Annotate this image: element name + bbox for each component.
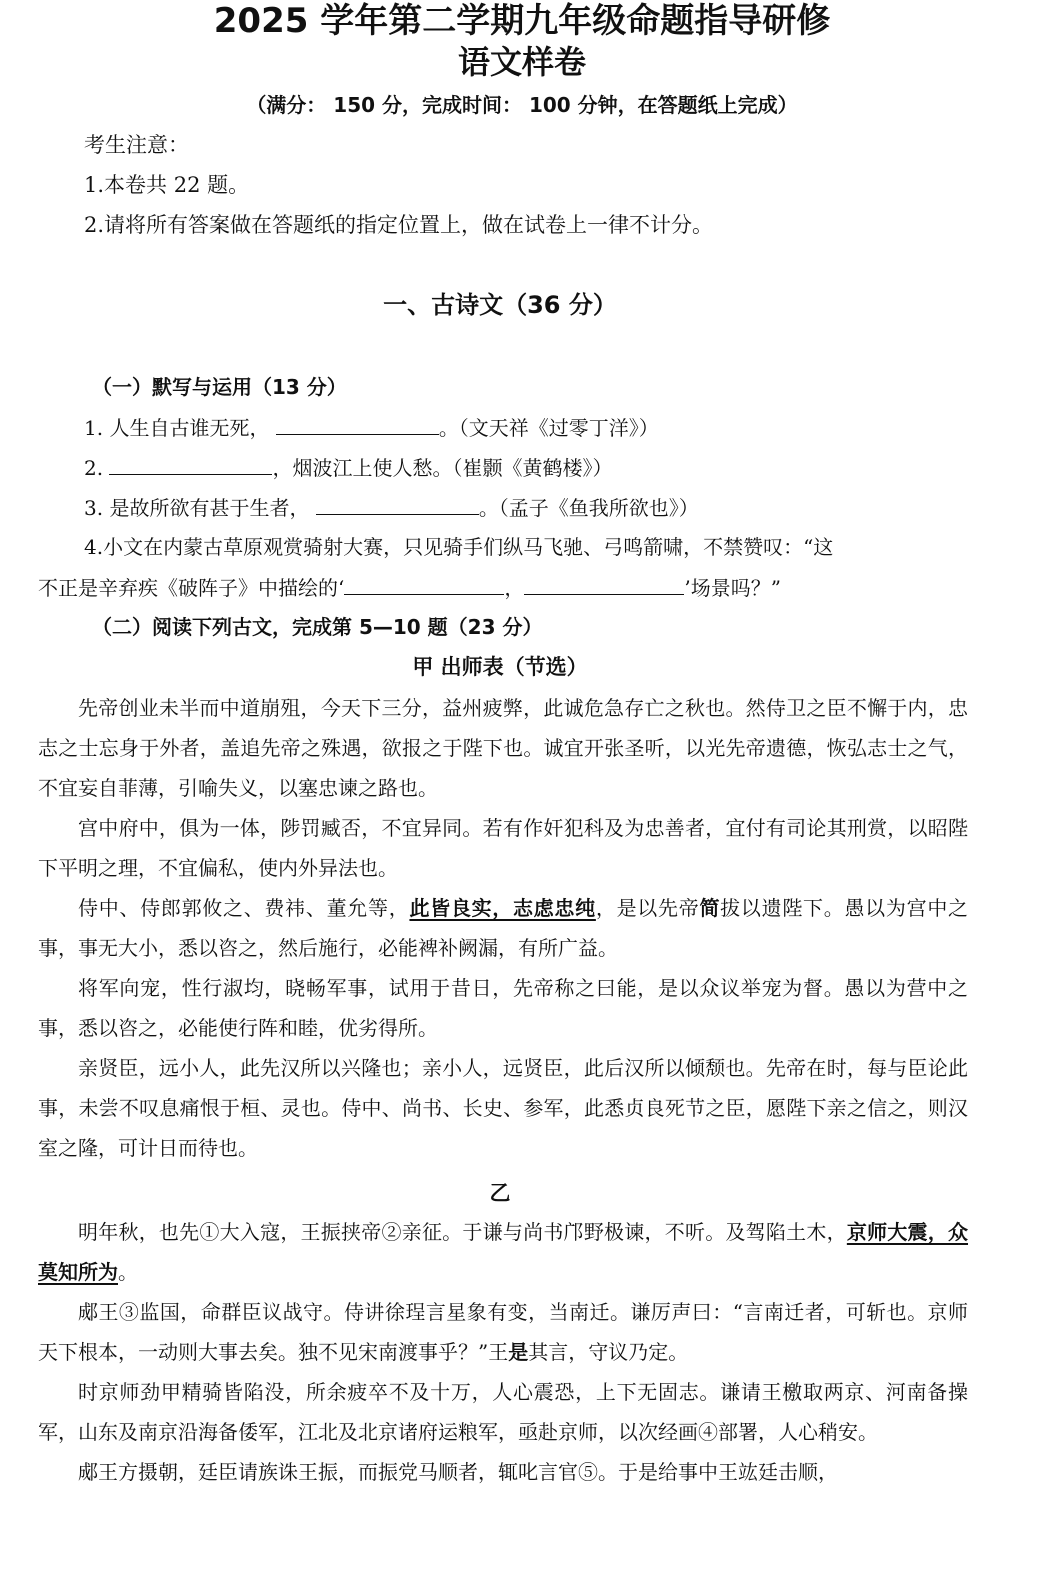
q2-answer-blank[interactable] <box>109 452 272 475</box>
q1-text-before: 人生自古谁无死， <box>109 416 270 440</box>
jia-p3-underlined-sentence: 此皆良实，志虑忠纯 <box>409 896 596 920</box>
jia-p3-text-a: 侍中、侍郎郭攸之、费祎、董允等， <box>78 896 410 920</box>
yi-p1-text-a: 明年秋，也先①大入寇，王振挟帝②亲征。于谦与尚书邝野极谏，不听。及驾陷土木， <box>78 1220 847 1244</box>
section-title: 一、古诗文（36 分） <box>383 291 617 319</box>
jia-paragraph-2: 宫中府中，俱为一体，陟罚臧否，不宜异同。若有作奸犯科及为忠善者，宜付有司论其刑赏，以昭陛下平明之理，不宜偏私，使内外异法也。 <box>38 816 968 880</box>
passage-jia-title: 甲 出师表（节选） <box>412 655 588 679</box>
q4-answer-blank-1[interactable] <box>344 572 504 595</box>
question-3 <box>84 492 699 523</box>
yi-paragraph-4: 郕王方摄朝，廷臣请族诛王振，而振党马顺者，辄叱言官⑤。于是给事中王竑廷击顺， <box>78 1460 838 1484</box>
q1-number: 1. <box>84 416 104 440</box>
q3-answer-blank[interactable] <box>316 492 479 515</box>
exam-title-line2: 语文样卷 <box>457 43 586 81</box>
jia-paragraph-5: 亲贤臣，远小人，此先汉所以兴隆也；亲小人，远贤臣，此后汉所以倾颓也。先帝在时，每与臣论此事，未尝不叹息痛恨于桓、灵也。侍中、尚书、长史、参军，此悉贞良死节之臣，愿陛下亲之信之，则汉室之隆，可计日而待也。 <box>38 1056 968 1160</box>
jia-p3-bold-word: 简 <box>699 896 721 920</box>
passage-jia <box>38 688 968 1168</box>
notice-heading: 考生注意： <box>84 133 189 157</box>
passage-yi-title: 乙 <box>489 1181 511 1205</box>
yi-paragraph-2 <box>38 1292 968 1372</box>
notice-item-2: 2.请将所有答案做在答题纸的指定位置上，做在试卷上一律不计分。 <box>84 213 714 237</box>
q2-text-after: ，烟波江上使人愁。（崔颢《黄鹤楼》） <box>272 456 613 480</box>
jia-paragraph-4: 将军向宠，性行淑均，晓畅军事，试用于昔日，先帝称之曰能，是以众议举宠为督。愚以为营中之事，悉以咨之，必能使行阵和睦，优劣得所。 <box>38 976 968 1040</box>
q2-number: 2. <box>84 456 104 480</box>
question-1 <box>84 412 659 443</box>
q1-answer-blank[interactable] <box>276 412 439 435</box>
q1-text-after: 。（文天祥《过零丁洋》） <box>438 416 659 440</box>
part1-title: （一）默写与运用（13 分） <box>92 375 347 399</box>
q3-text-after: 。（孟子《鱼我所欲也》） <box>478 496 699 520</box>
jia-p3-text-e: 拔以遗陛下。愚以为宫中之事，事无大小，悉以咨之，然后施行，必能裨补阙漏，有所广益。 <box>38 896 969 960</box>
question-2 <box>84 452 612 483</box>
jia-paragraph-1: 先帝创业未半而中道崩殂，今天下三分，益州疲弊，此诚危急存亡之秋也。然侍卫之臣不懈于内，忠志之士忘身于外者，盖追先帝之殊遇，欲报之于陛下也。诚宜开张圣听，以光先帝遗德，恢弘志士之气，不宜妄自菲薄，引喻失义，以塞忠谏之路也。 <box>38 696 968 800</box>
yi-p2-bold-word: 是 <box>508 1340 529 1364</box>
yi-p2-text-a: 郕王③监国，命群臣议战守。侍讲徐珵言星象有变，当南迁。谦厉声曰：“言南迁者，可斩也。京师天下根本，一动则大事去矣。独不见宋南渡事乎？”王 <box>38 1300 968 1364</box>
q3-number: 3. <box>84 496 104 520</box>
q4-text-mid: ， <box>504 576 525 600</box>
yi-paragraph-3: 时京师劲甲精骑皆陷没，所余疲卒不及十万，人心震恐，上下无固志。谦请王檄取两京、河南备操军，山东及南京沿海备倭军，江北及北京诸府运粮军，亟赴京师，以次经画④部署，人心稍安。 <box>38 1380 968 1444</box>
notice-item-1: 1.本卷共 22 题。 <box>84 173 250 197</box>
exam-info: （满分： 150 分，完成时间： 100 分钟，在答题纸上完成） <box>246 93 798 117</box>
question-4-line1: 4.小文在内蒙古草原观赏骑射大赛，只见骑手们纵马飞驰、弓鸣箭啸，不禁赞叹：“这 <box>84 535 834 559</box>
q4-text-before: 不正是辛弃疾《破阵子》中描绘的‘ <box>38 576 345 600</box>
yi-p1-text-c: 。 <box>118 1260 138 1284</box>
part2-title: （二）阅读下列古文，完成第 5—10 题（23 分） <box>92 615 543 639</box>
q4-answer-blank-2[interactable] <box>524 572 684 595</box>
exam-title-line1: 2025 学年第二学期九年级命题指导研修 <box>213 1 831 41</box>
jia-paragraph-3 <box>38 888 968 968</box>
yi-paragraph-1 <box>38 1212 968 1292</box>
yi-p1-underlined-sentence: 京师大震，众莫知所为 <box>38 1220 969 1284</box>
q4-text-after: ’场景吗？” <box>684 576 781 600</box>
yi-p2-text-c: 其言，守议乃定。 <box>528 1340 689 1364</box>
q3-text-before: 是故所欲有甚于生者， <box>109 496 310 520</box>
jia-p3-text-c: ，是以先帝 <box>595 896 700 920</box>
question-4-line2 <box>38 572 781 603</box>
passage-yi <box>38 1212 968 1492</box>
